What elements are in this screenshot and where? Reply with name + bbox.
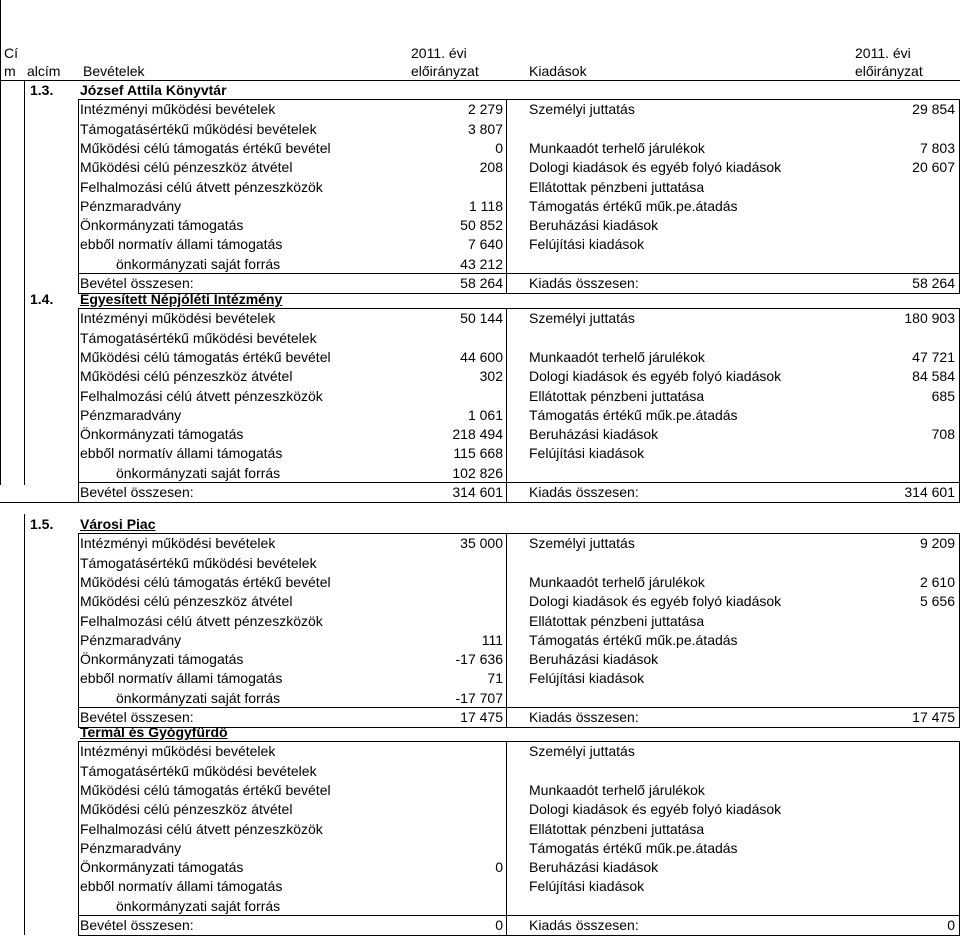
section-top-rule <box>78 741 960 742</box>
revenue-label: Működési célú pénzeszköz átvétel <box>80 368 293 385</box>
expense-label: Munkaadót terhelő járulékok <box>529 348 705 365</box>
expense-total-label: Kiadás összesen: <box>529 484 639 500</box>
expense-label: Felújítási kiadások <box>529 445 645 462</box>
expense-value: 685 <box>931 387 955 404</box>
expense-label: Személyi juttatás <box>529 101 635 118</box>
revenue-total-value: 58 264 <box>460 275 503 291</box>
expense-label: Felújítási kiadások <box>529 670 645 687</box>
total-top-rule <box>78 482 960 483</box>
middle-divider <box>506 308 507 502</box>
expense-total-label: Kiadás összesen: <box>529 709 639 725</box>
expense-label: Támogatás értékű műk.pe.átadás <box>529 406 738 423</box>
expense-label: Dologi kiadások és egyéb folyó kiadások <box>529 159 782 176</box>
revenue-value: -17 707 <box>455 689 503 706</box>
expense-total-value: 314 601 <box>904 484 955 500</box>
header-rev-year: 2011. évi <box>411 45 467 61</box>
revenue-label: Működési célú pénzeszköz átvétel <box>80 801 293 818</box>
revenue-label: Pénzmaradvány <box>80 839 182 856</box>
revenue-label: Támogatásértékű működési bevételek <box>80 762 317 779</box>
left-divider <box>78 99 79 293</box>
expense-label: Ellátottak pénzbeni juttatása <box>529 387 705 404</box>
expense-label: Támogatás értékű műk.pe.átadás <box>529 197 738 214</box>
revenue-value: 0 <box>495 859 503 876</box>
section-bottom-rule <box>0 502 960 503</box>
revenue-total-label: Bevétel összesen: <box>80 917 194 933</box>
revenue-label: Támogatásértékű működési bevételek <box>80 554 317 571</box>
revenue-value: 50 144 <box>460 310 503 327</box>
section-title: József Attila Könyvtár <box>80 82 227 98</box>
header-subtitle-col: alcím <box>27 63 61 79</box>
revenue-total-value: 17 475 <box>460 709 503 725</box>
revenue-label: Pénzmaradvány <box>80 631 182 648</box>
expense-label: Dologi kiadások és egyéb folyó kiadások <box>529 368 782 385</box>
section-code: 1.4. <box>30 291 54 307</box>
revenue-label: Pénzmaradvány <box>80 197 182 214</box>
revenue-value: 111 <box>481 631 503 648</box>
expense-label: Beruházási kiadások <box>529 426 659 443</box>
expense-label: Ellátottak pénzbeni juttatása <box>529 178 705 195</box>
expense-label: Dologi kiadások és egyéb folyó kiadások <box>529 593 782 610</box>
revenue-value: -17 636 <box>455 651 503 668</box>
revenue-value: 218 494 <box>452 426 503 443</box>
revenue-label: önkormányzati saját forrás <box>116 255 281 272</box>
expense-label: Munkaadót terhelő járulékok <box>529 573 705 590</box>
total-top-rule <box>78 273 960 274</box>
revenue-label: Intézményi működési bevételek <box>80 743 276 760</box>
expense-label: Ellátottak pénzbeni juttatása <box>529 612 705 629</box>
left-divider <box>78 308 79 502</box>
revenue-label: Támogatásértékű működési bevételek <box>80 329 317 346</box>
revenue-label: ebből normatív állami támogatás <box>80 878 283 895</box>
revenue-label: Önkormányzati támogatás <box>80 426 244 443</box>
expense-total-label: Kiadás összesen: <box>529 917 639 933</box>
header-col1-line1: Cí <box>4 45 18 61</box>
expense-value: 7 803 <box>919 139 955 156</box>
expense-total-value: 17 475 <box>912 709 955 725</box>
grid-col-a <box>24 514 25 935</box>
revenue-label: Felhalmozási célú átvett pénzeszközök <box>80 820 323 837</box>
middle-divider <box>506 741 507 935</box>
revenue-label: Önkormányzati támogatás <box>80 651 244 668</box>
left-divider <box>78 533 79 727</box>
header-expenses: Kiadások <box>529 63 587 79</box>
revenue-total-value: 314 601 <box>452 484 503 500</box>
middle-divider <box>506 99 507 293</box>
revenue-label: ebből normatív állami támogatás <box>80 445 283 462</box>
section-code: 1.5. <box>30 516 54 532</box>
revenue-label: Intézményi működési bevételek <box>80 101 276 118</box>
revenue-label: ebből normatív állami támogatás <box>80 236 283 253</box>
revenue-label: Felhalmozási célú átvett pénzeszközök <box>80 178 323 195</box>
expense-total-value: 58 264 <box>912 275 955 291</box>
expense-label: Személyi juttatás <box>529 743 635 760</box>
revenue-total-label: Bevétel összesen: <box>80 484 194 500</box>
grid-left-edge <box>0 0 1 485</box>
revenue-label: Működési célú támogatás értékű bevétel <box>80 781 331 798</box>
expense-label: Támogatás értékű műk.pe.átadás <box>529 631 738 648</box>
revenue-value: 102 826 <box>452 464 503 481</box>
revenue-label: Felhalmozási célú átvett pénzeszközök <box>80 387 323 404</box>
revenue-value: 302 <box>479 368 503 385</box>
expense-label: Beruházási kiadások <box>529 217 659 234</box>
expense-value: 84 584 <box>912 368 955 385</box>
total-top-rule <box>78 707 960 708</box>
revenue-label: Felhalmozási célú átvett pénzeszközök <box>80 612 323 629</box>
revenue-label: Működési célú támogatás értékű bevétel <box>80 573 331 590</box>
revenue-label: önkormányzati saját forrás <box>116 689 281 706</box>
expense-label: Személyi juttatás <box>529 310 635 327</box>
expense-value: 5 656 <box>919 593 955 610</box>
revenue-value: 0 <box>495 139 503 156</box>
header-exp-year: 2011. évi <box>855 45 911 61</box>
revenue-value: 43 212 <box>460 255 503 272</box>
revenue-total-label: Bevétel összesen: <box>80 709 194 725</box>
revenue-label: Működési célú pénzeszköz átvétel <box>80 159 293 176</box>
expense-label: Beruházási kiadások <box>529 859 659 876</box>
expense-value: 29 854 <box>912 101 955 118</box>
section-title: Termál és Gyógyfürdő <box>80 724 228 740</box>
revenue-total-value: 0 <box>495 917 503 933</box>
expense-total-value: 0 <box>947 917 955 933</box>
expense-label: Munkaadót terhelő járulékok <box>529 781 705 798</box>
revenue-label: ebből normatív állami támogatás <box>80 670 283 687</box>
expense-value: 2 610 <box>919 573 955 590</box>
revenue-value: 1 061 <box>467 406 503 423</box>
expense-label: Beruházási kiadások <box>529 651 659 668</box>
revenue-value: 44 600 <box>460 348 503 365</box>
header-exp-estimate: előirányzat <box>855 63 923 79</box>
section-title: Egyesített Népjóléti Intézmény <box>80 291 283 307</box>
middle-divider <box>506 533 507 727</box>
grid-col-a <box>24 80 25 485</box>
total-top-rule <box>78 915 960 916</box>
revenue-label: Önkormányzati támogatás <box>80 859 244 876</box>
header-revenues: Bevételek <box>83 63 145 79</box>
revenue-label: Pénzmaradvány <box>80 406 182 423</box>
revenue-value: 3 807 <box>467 120 503 137</box>
expense-value: 47 721 <box>912 348 955 365</box>
expense-label: Ellátottak pénzbeni juttatása <box>529 820 705 837</box>
expense-value: 9 209 <box>919 535 955 552</box>
expense-label: Támogatás értékű műk.pe.átadás <box>529 839 738 856</box>
revenue-label: Működési célú támogatás értékű bevétel <box>80 348 331 365</box>
revenue-value: 115 668 <box>453 445 503 462</box>
revenue-value: 2 279 <box>467 101 503 118</box>
expense-label: Személyi juttatás <box>529 535 635 552</box>
section-top-rule <box>78 308 960 309</box>
section-code: 1.3. <box>30 82 54 98</box>
revenue-value: 208 <box>479 159 503 176</box>
left-divider <box>78 741 79 935</box>
revenue-label: Intézményi működési bevételek <box>80 535 276 552</box>
header-rev-estimate: előirányzat <box>411 63 479 79</box>
expense-value: 20 607 <box>912 159 955 176</box>
revenue-label: Támogatásértékű működési bevételek <box>80 120 317 137</box>
header-col1-line2: m <box>4 63 16 79</box>
expense-total-label: Kiadás összesen: <box>529 275 639 291</box>
revenue-label: Működési célú pénzeszköz átvétel <box>80 593 293 610</box>
revenue-label: Önkormányzati támogatás <box>80 217 244 234</box>
section-title: Városi Piac <box>80 516 156 532</box>
expense-value: 180 903 <box>904 310 955 327</box>
expense-value: 708 <box>931 426 955 443</box>
expense-label: Felújítási kiadások <box>529 878 645 895</box>
revenue-value: 1 118 <box>469 197 503 214</box>
revenue-label: Intézményi működési bevételek <box>80 310 276 327</box>
revenue-value: 35 000 <box>460 535 503 552</box>
section-top-rule <box>78 533 960 534</box>
revenue-label: önkormányzati saját forrás <box>116 464 281 481</box>
revenue-value: 7 640 <box>467 236 503 253</box>
revenue-total-label: Bevétel összesen: <box>80 275 194 291</box>
expense-label: Felújítási kiadások <box>529 236 645 253</box>
revenue-label: Működési célú támogatás értékű bevétel <box>80 139 331 156</box>
revenue-value: 71 <box>487 670 503 687</box>
expense-label: Munkaadót terhelő járulékok <box>529 139 705 156</box>
revenue-value: 50 852 <box>460 217 503 234</box>
section-top-rule <box>78 99 960 100</box>
revenue-label: önkormányzati saját forrás <box>116 897 281 914</box>
expense-label: Dologi kiadások és egyéb folyó kiadások <box>529 801 782 818</box>
